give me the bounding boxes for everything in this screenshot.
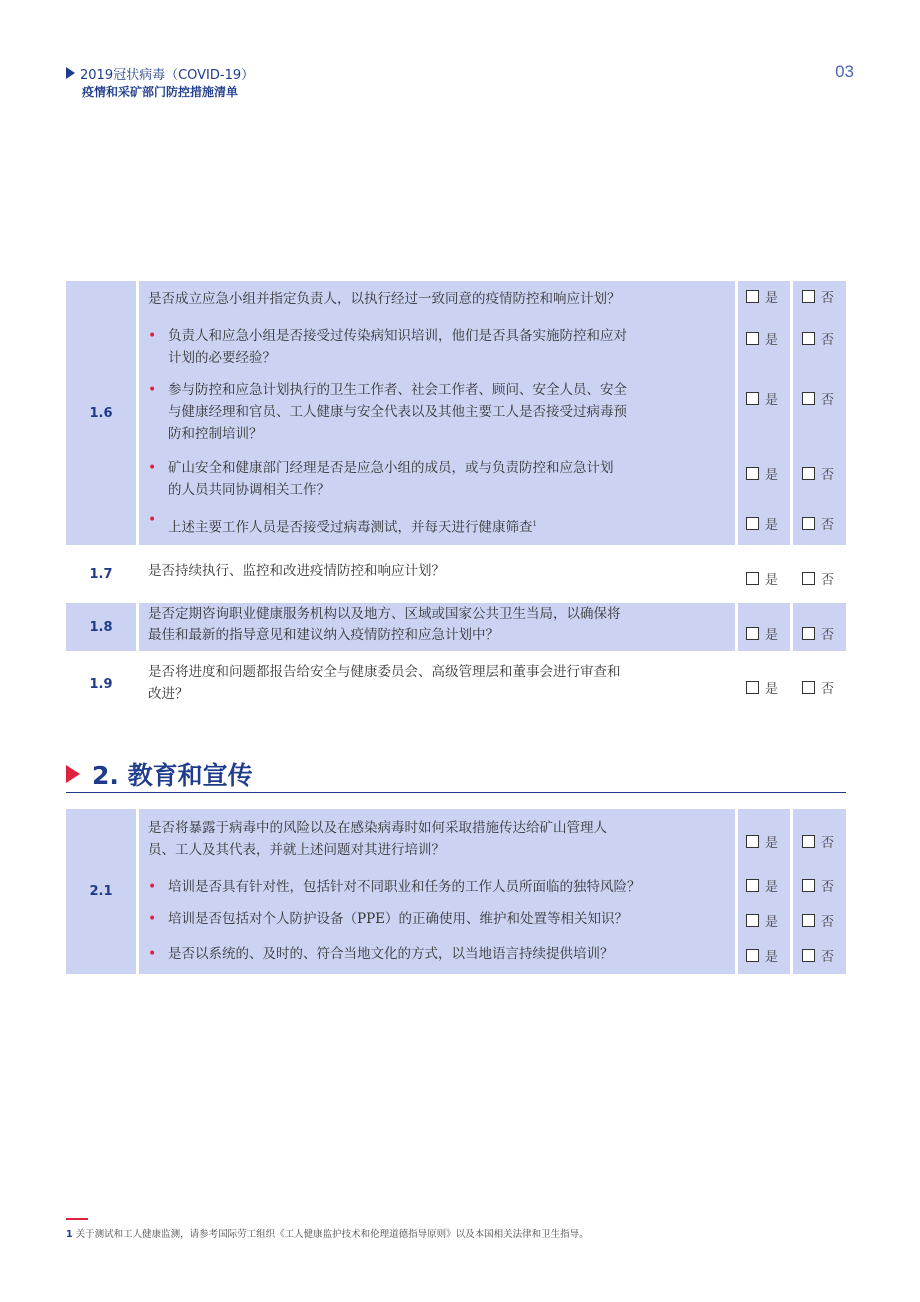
no-label: 否 [821, 468, 835, 483]
yes-checkbox[interactable] [746, 514, 778, 533]
no-checkbox[interactable] [802, 678, 834, 697]
bullet-icon: • [148, 512, 157, 528]
yes-checkbox[interactable] [746, 464, 778, 483]
checkbox-icon [802, 681, 815, 694]
list-item [148, 908, 735, 930]
no-checkbox[interactable] [802, 624, 834, 643]
no-label: 否 [821, 333, 835, 348]
yes-column [738, 281, 790, 545]
checkbox-icon [746, 879, 759, 892]
yes-label: 是 [765, 682, 779, 697]
no-label: 否 [821, 880, 835, 895]
no-checkbox[interactable] [802, 514, 834, 533]
checklist-row-1-7 [66, 548, 846, 600]
question-text-line: 员、工人及其代表，并就上述问题对其进行培训？ [148, 842, 445, 858]
list-item [148, 379, 735, 445]
page-number: 03 [835, 62, 854, 81]
checkbox-icon [746, 949, 759, 962]
checkbox-icon [746, 332, 759, 345]
footnote-text: 关于测试和工人健康监测，请参考国际劳工组织《工人健康监护技术和伦理道德指导原则》以及本国相关法律和卫生指导。 [75, 1229, 589, 1240]
section-divider [66, 792, 846, 793]
yes-label: 是 [765, 333, 779, 348]
checkbox-icon [802, 949, 815, 962]
row-question [139, 548, 735, 600]
yes-checkbox[interactable] [746, 876, 778, 895]
bullet-icon: • [148, 382, 157, 398]
checkbox-icon [746, 681, 759, 694]
yes-column [738, 548, 790, 600]
yes-checkbox[interactable] [746, 624, 778, 643]
no-checkbox[interactable] [802, 389, 834, 408]
footnote-ref: 1 [532, 520, 537, 528]
page-header [66, 64, 254, 100]
checklist-row-1-8 [66, 603, 846, 651]
yes-column [738, 655, 790, 713]
no-column [793, 548, 846, 600]
item-line: 防和控制培训？ [168, 426, 263, 442]
question-text-line: 改进？ [148, 686, 189, 702]
yes-label: 是 [765, 950, 779, 965]
row-question [139, 655, 735, 713]
yes-label: 是 [765, 468, 779, 483]
item-line: 的人员共同协调相关工作？ [168, 482, 330, 498]
section-title: 2. 教育和宣传 [92, 761, 253, 790]
no-label: 否 [821, 291, 835, 306]
no-checkbox[interactable] [802, 911, 834, 930]
triangle-marker-icon [66, 67, 75, 79]
checkbox-icon [746, 392, 759, 405]
bullet-icon: • [148, 879, 157, 895]
yes-checkbox[interactable] [746, 287, 778, 306]
no-checkbox[interactable] [802, 329, 834, 348]
section-heading [66, 756, 253, 792]
no-checkbox[interactable] [802, 832, 834, 851]
footnote-number: 1 [66, 1229, 73, 1240]
no-column [793, 655, 846, 713]
yes-checkbox[interactable] [746, 569, 778, 588]
checkbox-icon [802, 914, 815, 927]
checkbox-icon [746, 572, 759, 585]
checklist-row-1-6 [66, 281, 846, 545]
yes-label: 是 [765, 291, 779, 306]
item-line: 计划的必要经验？ [168, 350, 276, 366]
yes-label: 是 [765, 393, 779, 408]
checkbox-icon [802, 879, 815, 892]
no-label: 否 [821, 950, 835, 965]
list-item [148, 325, 735, 369]
yes-label: 是 [765, 915, 779, 930]
checkbox-icon [802, 835, 815, 848]
checkbox-icon [802, 392, 815, 405]
row-question [139, 603, 735, 651]
bullet-icon: • [148, 328, 157, 344]
checkbox-icon [746, 914, 759, 927]
footnote-divider [66, 1218, 88, 1220]
bullet-icon: • [148, 946, 157, 962]
yes-label: 是 [765, 628, 779, 643]
yes-checkbox[interactable] [746, 946, 778, 965]
item-line: 矿山安全和健康部门经理是否是应急小组的成员，或与负责防控和应急计划 [168, 460, 614, 476]
yes-column [738, 809, 790, 974]
no-column [793, 281, 846, 545]
yes-label: 是 [765, 880, 779, 895]
no-label: 否 [821, 573, 835, 588]
bullet-icon: • [148, 460, 157, 476]
bullet-icon: • [148, 911, 157, 927]
checkbox-icon [802, 627, 815, 640]
no-column [793, 603, 846, 651]
question-text-line: 是否将暴露于病毒中的风险以及在感染病毒时如何采取措施传达给矿山管理人 [148, 820, 607, 836]
yes-column [738, 603, 790, 651]
item-line: 参与防控和应急计划执行的卫生工作者、社会工作者、顾问、安全人员、安全 [168, 382, 627, 398]
checkbox-icon [802, 290, 815, 303]
row-question [139, 809, 735, 974]
yes-checkbox[interactable] [746, 389, 778, 408]
header-title: 2019冠状病毒（COVID-19） [80, 67, 255, 83]
item-line: 是否以系统的、及时的、符合当地文化的方式，以当地语言持续提供培训？ [168, 946, 614, 962]
list-item [148, 513, 735, 539]
item-line: 与健康经理和官员、工人健康与安全代表以及其他主要工人是否接受过病毒预 [168, 404, 627, 420]
header-subtitle: 疫情和采矿部门防控措施清单 [82, 85, 239, 99]
no-label: 否 [821, 915, 835, 930]
yes-checkbox[interactable] [746, 911, 778, 930]
checkbox-icon [746, 835, 759, 848]
item-line: 负责人和应急小组是否接受过传染病知识培训，他们是否具备实施防控和应对 [168, 328, 627, 344]
row-number: 1.9 [89, 676, 113, 692]
item-line: 上述主要工作人员是否接受过病毒测试，并每天进行健康筛查 [168, 519, 533, 536]
no-label: 否 [821, 393, 835, 408]
question-text: 是否持续执行、监控和改进疫情防控和响应计划？ [148, 563, 445, 579]
footnote [66, 1226, 589, 1240]
row-question [139, 281, 735, 545]
checklist-row-1-9 [66, 655, 846, 713]
yes-label: 是 [765, 836, 779, 851]
list-item [148, 943, 735, 965]
row-number: 1.8 [66, 603, 136, 651]
checkbox-icon [746, 467, 759, 480]
checkbox-icon [802, 517, 815, 530]
no-checkbox[interactable] [802, 876, 834, 895]
yes-checkbox[interactable] [746, 678, 778, 697]
no-label: 否 [821, 836, 835, 851]
checkbox-icon [802, 467, 815, 480]
question-text-line: 是否定期咨询职业健康服务机构以及地方、区域或国家公共卫生当局，以确保将 [148, 606, 621, 622]
checkbox-icon [802, 332, 815, 345]
checkbox-icon [746, 517, 759, 530]
checkbox-icon [746, 627, 759, 640]
yes-checkbox[interactable] [746, 329, 778, 348]
row-number: 1.7 [89, 566, 113, 582]
yes-checkbox[interactable] [746, 832, 778, 851]
triangle-marker-icon [66, 765, 80, 783]
no-checkbox[interactable] [802, 946, 834, 965]
question-text: 是否成立应急小组并指定负责人，以执行经过一致同意的疫情防控和响应计划？ [148, 291, 621, 307]
no-checkbox[interactable] [802, 287, 834, 306]
row-number: 2.1 [66, 809, 136, 974]
list-item [148, 876, 735, 898]
checkbox-icon [746, 290, 759, 303]
no-label: 否 [821, 682, 835, 697]
no-label: 否 [821, 628, 835, 643]
no-checkbox[interactable] [802, 464, 834, 483]
item-line: 培训是否具有针对性，包括针对不同职业和任务的工作人员所面临的独特风险？ [168, 879, 641, 895]
no-label: 否 [821, 518, 835, 533]
yes-label: 是 [765, 518, 779, 533]
checkbox-icon [802, 572, 815, 585]
question-text-line: 是否将进度和问题都报告给安全与健康委员会、高级管理层和董事会进行审查和 [148, 664, 621, 680]
row-number: 1.6 [66, 281, 136, 545]
list-item [148, 457, 735, 501]
checklist-row-2-1 [66, 809, 846, 974]
item-line: 培训是否包括对个人防护设备（PPE）的正确使用、维护和处置等相关知识？ [168, 911, 629, 927]
yes-label: 是 [765, 573, 779, 588]
no-checkbox[interactable] [802, 569, 834, 588]
question-text-line: 最佳和最新的指导意见和建议纳入疫情防控和应急计划中？ [148, 627, 499, 643]
no-column [793, 809, 846, 974]
